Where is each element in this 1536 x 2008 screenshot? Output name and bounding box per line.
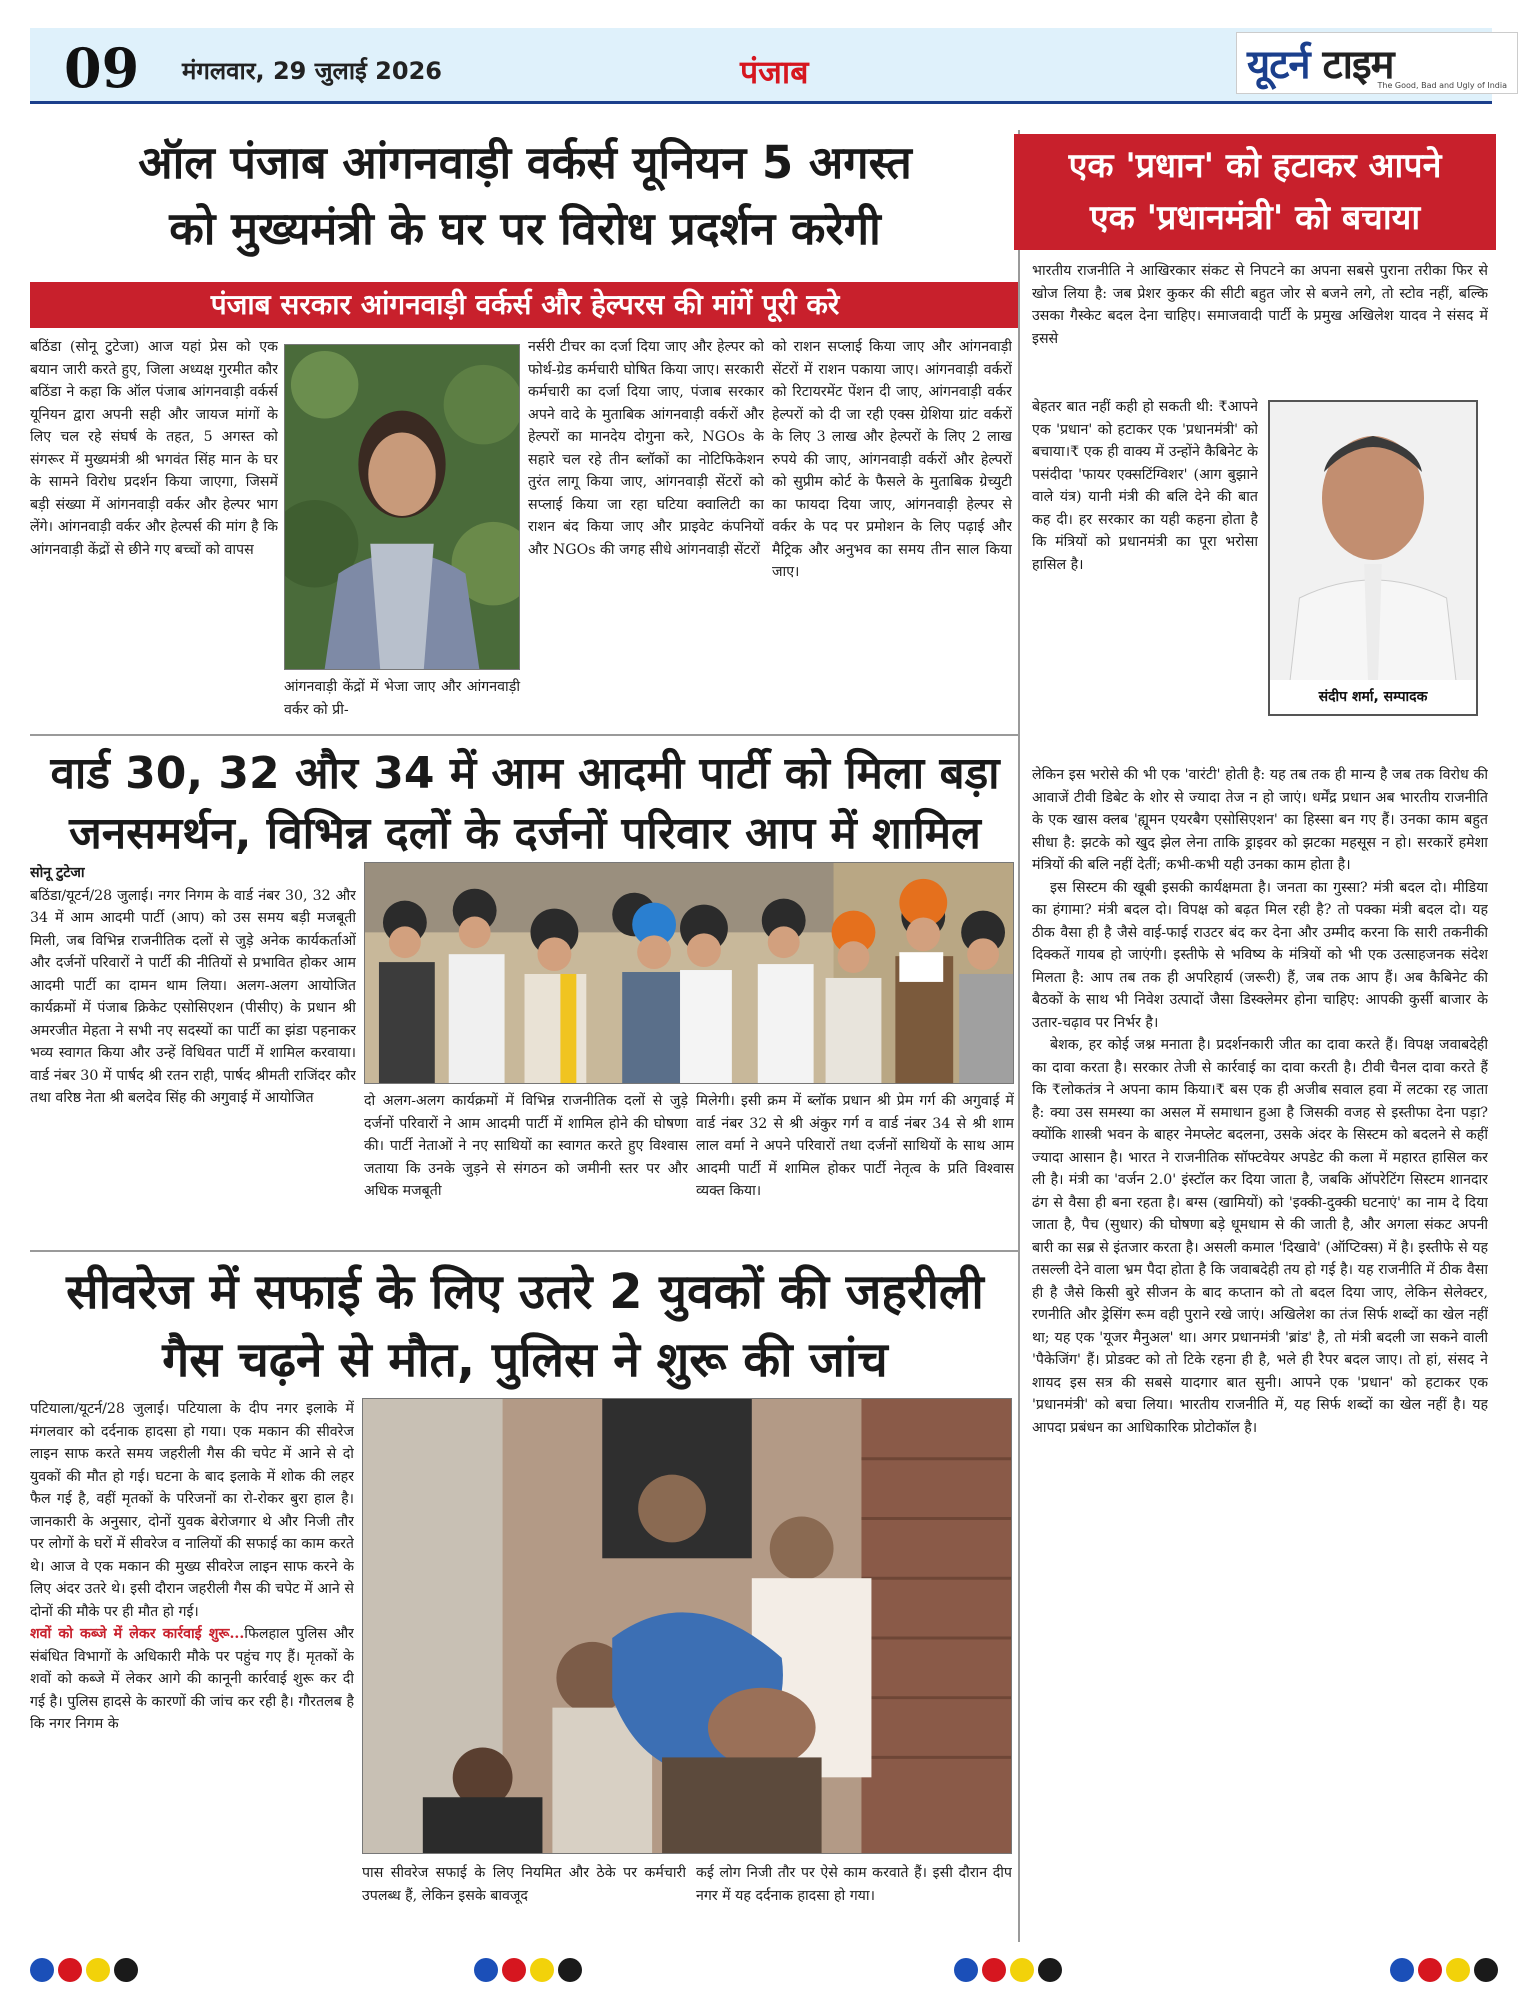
story1-subheadline: पंजाब सरकार आंगनवाड़ी वर्कर्स और हेल्परस की मांगें पूरी करे: [30, 282, 1020, 328]
story3-headline-line2: गैस चढ़ने से मौत, पुलिस ने शुरू की जांच: [162, 1332, 888, 1388]
color-dot: [1390, 1958, 1414, 1982]
logo-tagline: The Good, Bad and Ugly of India: [1377, 81, 1507, 90]
logo-text-primary: यूटर्न: [1247, 42, 1310, 88]
story2-body-1: बठिंडा/यूटर्न/28 जुलाई। नगर निगम के वार्ड नंबर 30, 32 और 34 में आम आदमी पार्टी (आप) को उस समय बड़ी मजबूती मिली, जब विभिन्न राजनीतिक दलों से जुड़े अनेक कार्यकर्ताओं और दर्जनों परिवारों ने पार्टी की नीतियों से प्रभावित होकर आम आदमी पार्टी का दामन थाम लिया। अलग-अलग आयोजित कार्यक्रमों में पंजाब क्रिकेट एसोसिएशन (पीसीए) के प्रधान श्री अमरजीत मेहता ने सभी नए सदस्यों का पार्टी का झंडा पहनाकर भव्य स्वागत किया और उन्हें विधिवत पार्टी में शामिल करवाया। वार्ड नंबर 30 में पार्षद श्री रतन राही, पार्षद श्रीमती राजिंदर कौर तथा वरिष्ठ नेता श्री बलदेव सिंह की अगुवाई में आयोजित: [30, 887, 356, 1106]
divider: [30, 1250, 1020, 1252]
masthead: [30, 28, 1507, 104]
color-dot: [1446, 1958, 1470, 1982]
section-name: पंजाब: [740, 53, 809, 91]
story3-column-3: कई लोग निजी तौर पर ऐसे काम करवाते हैं। इसी दौरान दीप नगर में यह दर्दनाक हादसा हो गया।: [696, 1865, 1012, 1904]
footer-color-dots: [474, 1958, 582, 1984]
color-dot: [30, 1958, 54, 1982]
color-dot: [982, 1958, 1006, 1982]
editorial-headline-line1: एक 'प्रधान' को हटाकर आपने: [1068, 146, 1442, 186]
color-dot: [1010, 1958, 1034, 1982]
color-dot: [1474, 1958, 1498, 1982]
story1-column-2: आंगनवाड़ी केंद्रों में भेजा जाए और आंगनवाड़ी वर्कर को प्री-: [284, 679, 520, 718]
story1-column-3: नर्सरी टीचर का दर्जा दिया जाए और हेल्पर को फोर्थ-ग्रेड कर्मचारी घोषित किया जाए। सरकारी कर्मचारी का दर्जा दिया जाए, पंजाब सरकार अपने वादे के मुताबिक आंगनवाड़ी वर्करों और हेल्परों का मानदेय दोगुना करे, NGOs के सहारे चल रहे तीन ब्लॉकों का नोटिफिकेशन तुरंत लागू किया जाए, आंगनवाड़ी सेंटरों को सप्लाई किया जा रहा घटिया क्वालिटी का राशन बंद किया जाए और प्राइवेट कंपनियों और NGOs की जगह सीधे आंगनवाड़ी सेंटरों: [528, 339, 764, 558]
story3-body-1: पटियाला/यूटर्न/28 जुलाई। पटियाला के दीप नगर इलाके में मंगलवार को दर्दनाक हादसा हो गया। एक मकान की सीवरेज लाइन साफ करते समय जहरीली गैस की चपेट में आने से दो युवकों की मौत हो गई। घटना के बाद इलाके में शोक की लहर फैल गई है, वहीं मृतकों के परिजनों का रो-रोकर बुरा हाल है। जानकारी के अनुसार, दोनों युवक बेरोजगार थे और निजी तौर पर लोगों के घरों में सीवरेज व नालियों की सफाई का काम करते थे। आज वे एक मकान की मुख्य सीवरेज लाइन साफ करने के लिए अंदर उतरे थे। इसी दौरान जहरीली गैस की चपेट में आने से दोनों की मौके पर ही मौत हो गई।: [30, 1401, 354, 1620]
color-dot: [502, 1958, 526, 1982]
story1-column-4: को राशन सप्लाई किया जाए और आंगनवाड़ी सेंटरों में राशन पकाया जाए। आंगनवाड़ी वर्करों को रिटायरमेंट पेंशन दी जाए, आंगनवाड़ी वर्कर हेल्परों को दी जा रही एक्स ग्रेशिया ग्रांट वर्करों के लिए 3 लाख और हेल्परों के लिए 2 लाख रुपये की जाए, आंगनवाड़ी वर्करों और हेल्परों को सुप्रीम कोर्ट के फैसले के मुताबिक ग्रेच्युटी का फायदा दिया जाए, आंगनवाड़ी हेल्पर से वर्कर के पद पर प्रमोशन के लिए पढ़ाई और मैट्रिक और अनुभव का समय तीन साल किया जाए।: [772, 339, 1012, 580]
editor-photo: [1268, 400, 1478, 716]
story1-column-1: बठिंडा (सोनू टुटेजा) आज यहां प्रेस को एक बयान जारी करते हुए, जिला अध्यक्ष गुरमीत कौर बठिंडा ने कहा कि ऑल पंजाब आंगनवाड़ी वर्कर्स यूनियन द्वारा अपनी सही और जायज मांगों के लिए चल रहे संघर्ष के तहत, 5 अगस्त को संगरूर में मुख्यमंत्री श्री भगवंत सिंह मान के घर के सामने विरोध प्रदर्शन किया जाएगा, जिसमें बड़ी संख्या में आंगनवाड़ी वर्कर और हेल्पर भाग लेंगे। आंगनवाड़ी वर्कर और हेल्पर्स की मांग है कि आंगनवाड़ी केंद्रों से छीने गए बच्चों को वापस: [30, 339, 278, 558]
color-dot: [58, 1958, 82, 1982]
color-dot: [114, 1958, 138, 1982]
story3-column-2: पास सीवरेज सफाई के लिए नियमित और ठेके पर कर्मचारी उपलब्ध हैं, लेकिन इसके बावजूद: [362, 1865, 686, 1904]
story1-headline-line1: ऑल पंजाब आंगनवाड़ी वर्कर्स यूनियन 5 अगस्त: [138, 136, 912, 189]
page-number: 09: [64, 36, 140, 100]
story2-headline: [30, 744, 1020, 864]
logo-text-secondary: टाइम: [1309, 42, 1394, 88]
story1-headline: [30, 130, 1020, 262]
story2-headline-line1: वार्ड 30, 32 और 34 में आम आदमी पार्टी को मिला बड़ा: [50, 748, 1000, 799]
footer-color-dots: [30, 1958, 138, 1984]
editorial-body: [1032, 764, 1488, 1940]
column-divider: [1018, 130, 1020, 1942]
story3-body-1b: फिलहाल पुलिस और संबंधित विभागों के अधिकारी मौके पर पहुंच गए हैं। मृतकों के शवों को कब्जे में लेकर आगे की कानूनी कार्रवाई शुरू कर दी गई है। पुलिस हादसे के कारणों की जांच कर रही है। गौरतलब है कि नगर निगम के: [30, 1626, 354, 1732]
story3-headline-line1: सीवरेज में सफाई के लिए उतरे 2 युवकों की जहरीली: [66, 1264, 984, 1320]
story3-subhead: शवों को कब्जे में लेकर कार्रवाई शुरू...: [30, 1626, 245, 1642]
editorial-paragraph-2: लेकिन इस भरोसे की भी एक 'वारंटी' होती है: यह तब तक ही मान्य है जब तक विरोध की आवाजें टीवी डिबेट के शोर से ज्यादा तेज न हो जाएं। धर्मेंद्र प्रधान अब भारतीय राजनीति के एक खास क्लब 'ह्यूमन एयरबैग एसोसिएशन' का हिस्सा बन गए हैं। उनका काम बहुत सीधा है: झटके को खुद झेल लेना ताकि ड्राइवर को झटका महसूस न हो। सरकारें हमेशा मंत्रियों की बलि नहीं देतीं; कभी-कभी यही उनका काम होता है।: [1032, 767, 1488, 873]
color-dot: [474, 1958, 498, 1982]
story1-headline-line2: को मुख्यमंत्री के घर पर विरोध प्रदर्शन करेगी: [169, 202, 881, 255]
story2-byline: सोनू टुटेजा: [30, 865, 85, 881]
color-dot: [954, 1958, 978, 1982]
editorial-paragraph-1-side: बेहतर बात नहीं कही हो सकती थी: ₹आपने एक 'प्रधान' को हटाकर एक 'प्रधानमंत्री' को बचाया।₹ एक ही वाक्य में उन्होंने कैबिनेट के पसंदीदा 'फायर एक्सटिंग्विशर' (आग बुझाने वाले यंत्र) यानी मंत्री की बलि देने की बात कह दी। हर सरकार का यही कहना होता है कि मंत्रियों को प्रधानमंत्री का पूरा भरोसा हासिल है।: [1032, 399, 1258, 573]
editorial-paragraph-4: बेशक, हर कोई जश्न मनाता है। प्रदर्शनकारी जीत का दावा करते हैं। विपक्ष जवाबदेही का दावा करता है। सरकार तेजी से कार्रवाई का दावा करती है। टीवी चैनल दावा करते हैं कि ₹लोकतंत्र ने अपना काम किया।₹ बस एक ही अजीब सवाल हवा में लटका रह जाता है: क्या उस समस्या का असल में समाधान हुआ है जिसकी वजह से इस्तीफा देना पड़ा? क्योंकि शास्त्री भवन के बाहर नेमप्लेट बदलना, उसके अंदर के सिस्टम को बदलने से कहीं ज्यादा आसान है। भारत ने राजनीतिक सॉफ्टवेयर अपडेट की कला में महारत हासिल कर ली है। मंत्री का 'वर्जन 2.0' इंस्टॉल कर दिया जाता है, जबकि ऑपरेटिंग सिस्टम शानदार ढंग से वैसा ही बना रहता है। बग्स (खामियों) को 'इक्की-दुक्की घटनाएं' का नाम दे दिया जाता है, पैच (सुधार) की घोषणा बड़े धूमधाम से की जाती है, और अगला संकट अपनी बारी का सब्र से इंतजार करता है। असली कमाल 'दिखावे' (ऑप्टिक्स) में है। इस्तीफे से यह तसल्ली देने वाला भ्रम पैदा होता है कि जवाबदेही तय हो गई है। यह राजनीति में ठीक वैसा ही है जैसे किसी बुरे सीजन के बाद कप्तान को तो बदल दिया जाए, लेकिन सेलेक्टर, रणनीति और ड्रेसिंग रूम वही पुराने रखे जाएं। अखिलेश का तंज सिर्फ शब्दों का खेल नहीं था; यह एक 'यूजर मैनुअल' था। अगर प्रधानमंत्री 'ब्रांड' है, तो मंत्री बदली जा सकने वाली 'पैकेजिंग' हैं। प्रोडक्ट को तो टिके रहना ही है, भले ही रैपर बदल जाए। तो हां, संसद ने शायद इस सत्र की सबसे यादगार बात सुनी। आपने एक 'प्रधान' को हटाकर एक 'प्रधानमंत्री' को बचा लिया। भारतीय राजनीति में, यह सिर्फ शब्दों का खेल नहीं है। यह आपदा प्रबंधन का आधिकारिक प्रोटोकॉल है।: [1032, 1037, 1488, 1436]
story2-headline-line2: जनसमर्थन, विभिन्न दलों के दर्जनों परिवार आप में शामिल: [69, 808, 981, 859]
editorial-headline-line2: एक 'प्रधानमंत्री' को बचाया: [1089, 198, 1421, 238]
issue-date: मंगलवार, 29 जुलाई 2026: [182, 57, 442, 85]
editorial-headline: [1014, 134, 1496, 250]
footer-color-dots: [1390, 1958, 1498, 1984]
color-dot: [558, 1958, 582, 1982]
color-dot: [1038, 1958, 1062, 1982]
divider: [30, 734, 1020, 736]
editorial-paragraph-3: इस सिस्टम की खूबी इसकी कार्यक्षमता है। जनता का गुस्सा? मंत्री बदल दो। मीडिया का हंगामा? मंत्री बदल दो। विपक्ष को बढ़त मिल रही है? तो पक्का मंत्री बदल दो। यह ठीक वैसा ही है जैसे वाई-फाई राउटर बंद कर देना और उम्मीद करना कि सारी तकनीकी दिक्कतें गायब हो जाएंगी। इस्तीफे से भविष्य के मंत्रियों को भी एक उत्साहजनक संदेश मिलता है: आप तब तक ही अपरिहार्य (जरूरी) हैं, जब तक आप हैं। अब कैबिनेट की बैठकों के साथ भी निवेश उत्पादों जैसा डिस्क्लेमर होना चाहिए: आपकी कुर्सी बाजार के उतार-चढ़ाव पर निर्भर है।: [1032, 879, 1488, 1031]
story2-column-1: [30, 862, 356, 1246]
story2-column-3: मिलेगी। इसी क्रम में ब्लॉक प्रधान श्री प्रेम गर्ग की अगुवाई में वार्ड नंबर 32 से श्री अंकुर गर्ग व वार्ड नंबर 34 से श्री शाम लाल वर्मा ने अपने परिवारों तथा दर्जनों साथियों के साथ आम आदमी पार्टी में शामिल होकर पार्टी नेतृत्व के प्रति विश्वास व्यक्त किया।: [696, 1093, 1014, 1199]
story1-photo-woman: [284, 344, 520, 670]
story2-column-2: दो अलग-अलग कार्यक्रमों में विभिन्न राजनीतिक दलों से जुड़े दर्जनों परिवारों ने आम आदमी पार्टी में शामिल होने की घोषणा की। पार्टी नेताओं ने नए साथियों का स्वागत करते हुए विश्वास जताया कि उनके जुड़ने से संगठन को जमीनी स्तर पर और अधिक मजबूती: [364, 1093, 688, 1199]
color-dot: [530, 1958, 554, 1982]
story2-photo-group: [364, 862, 1014, 1084]
editorial-paragraph-1: भारतीय राजनीति ने आखिरकार संकट से निपटने का अपना सबसे पुराना तरीका फिर से खोज लिया है: जब प्रेशर कुकर की सीटी बहुत जोर से बजने लगे, तो स्टोव नहीं, बल्कि उसका गैस्केट बदल देना चाहिए। समाजवादी पार्टी के प्रमुख अखिलेश यादव ने संसद में इससे: [1032, 263, 1488, 347]
newspaper-logo: [1236, 32, 1518, 94]
story3-column-1: [30, 1398, 354, 1938]
color-dot: [1418, 1958, 1442, 1982]
story3-body-1b-wrap: [30, 1623, 354, 1736]
editor-photo-caption: संदीप शर्मा, सम्पादक: [1270, 680, 1476, 714]
story3-photo-incident: [362, 1398, 1012, 1854]
story3-headline: [30, 1258, 1020, 1394]
footer-color-dots: [954, 1958, 1062, 1984]
color-dot: [86, 1958, 110, 1982]
